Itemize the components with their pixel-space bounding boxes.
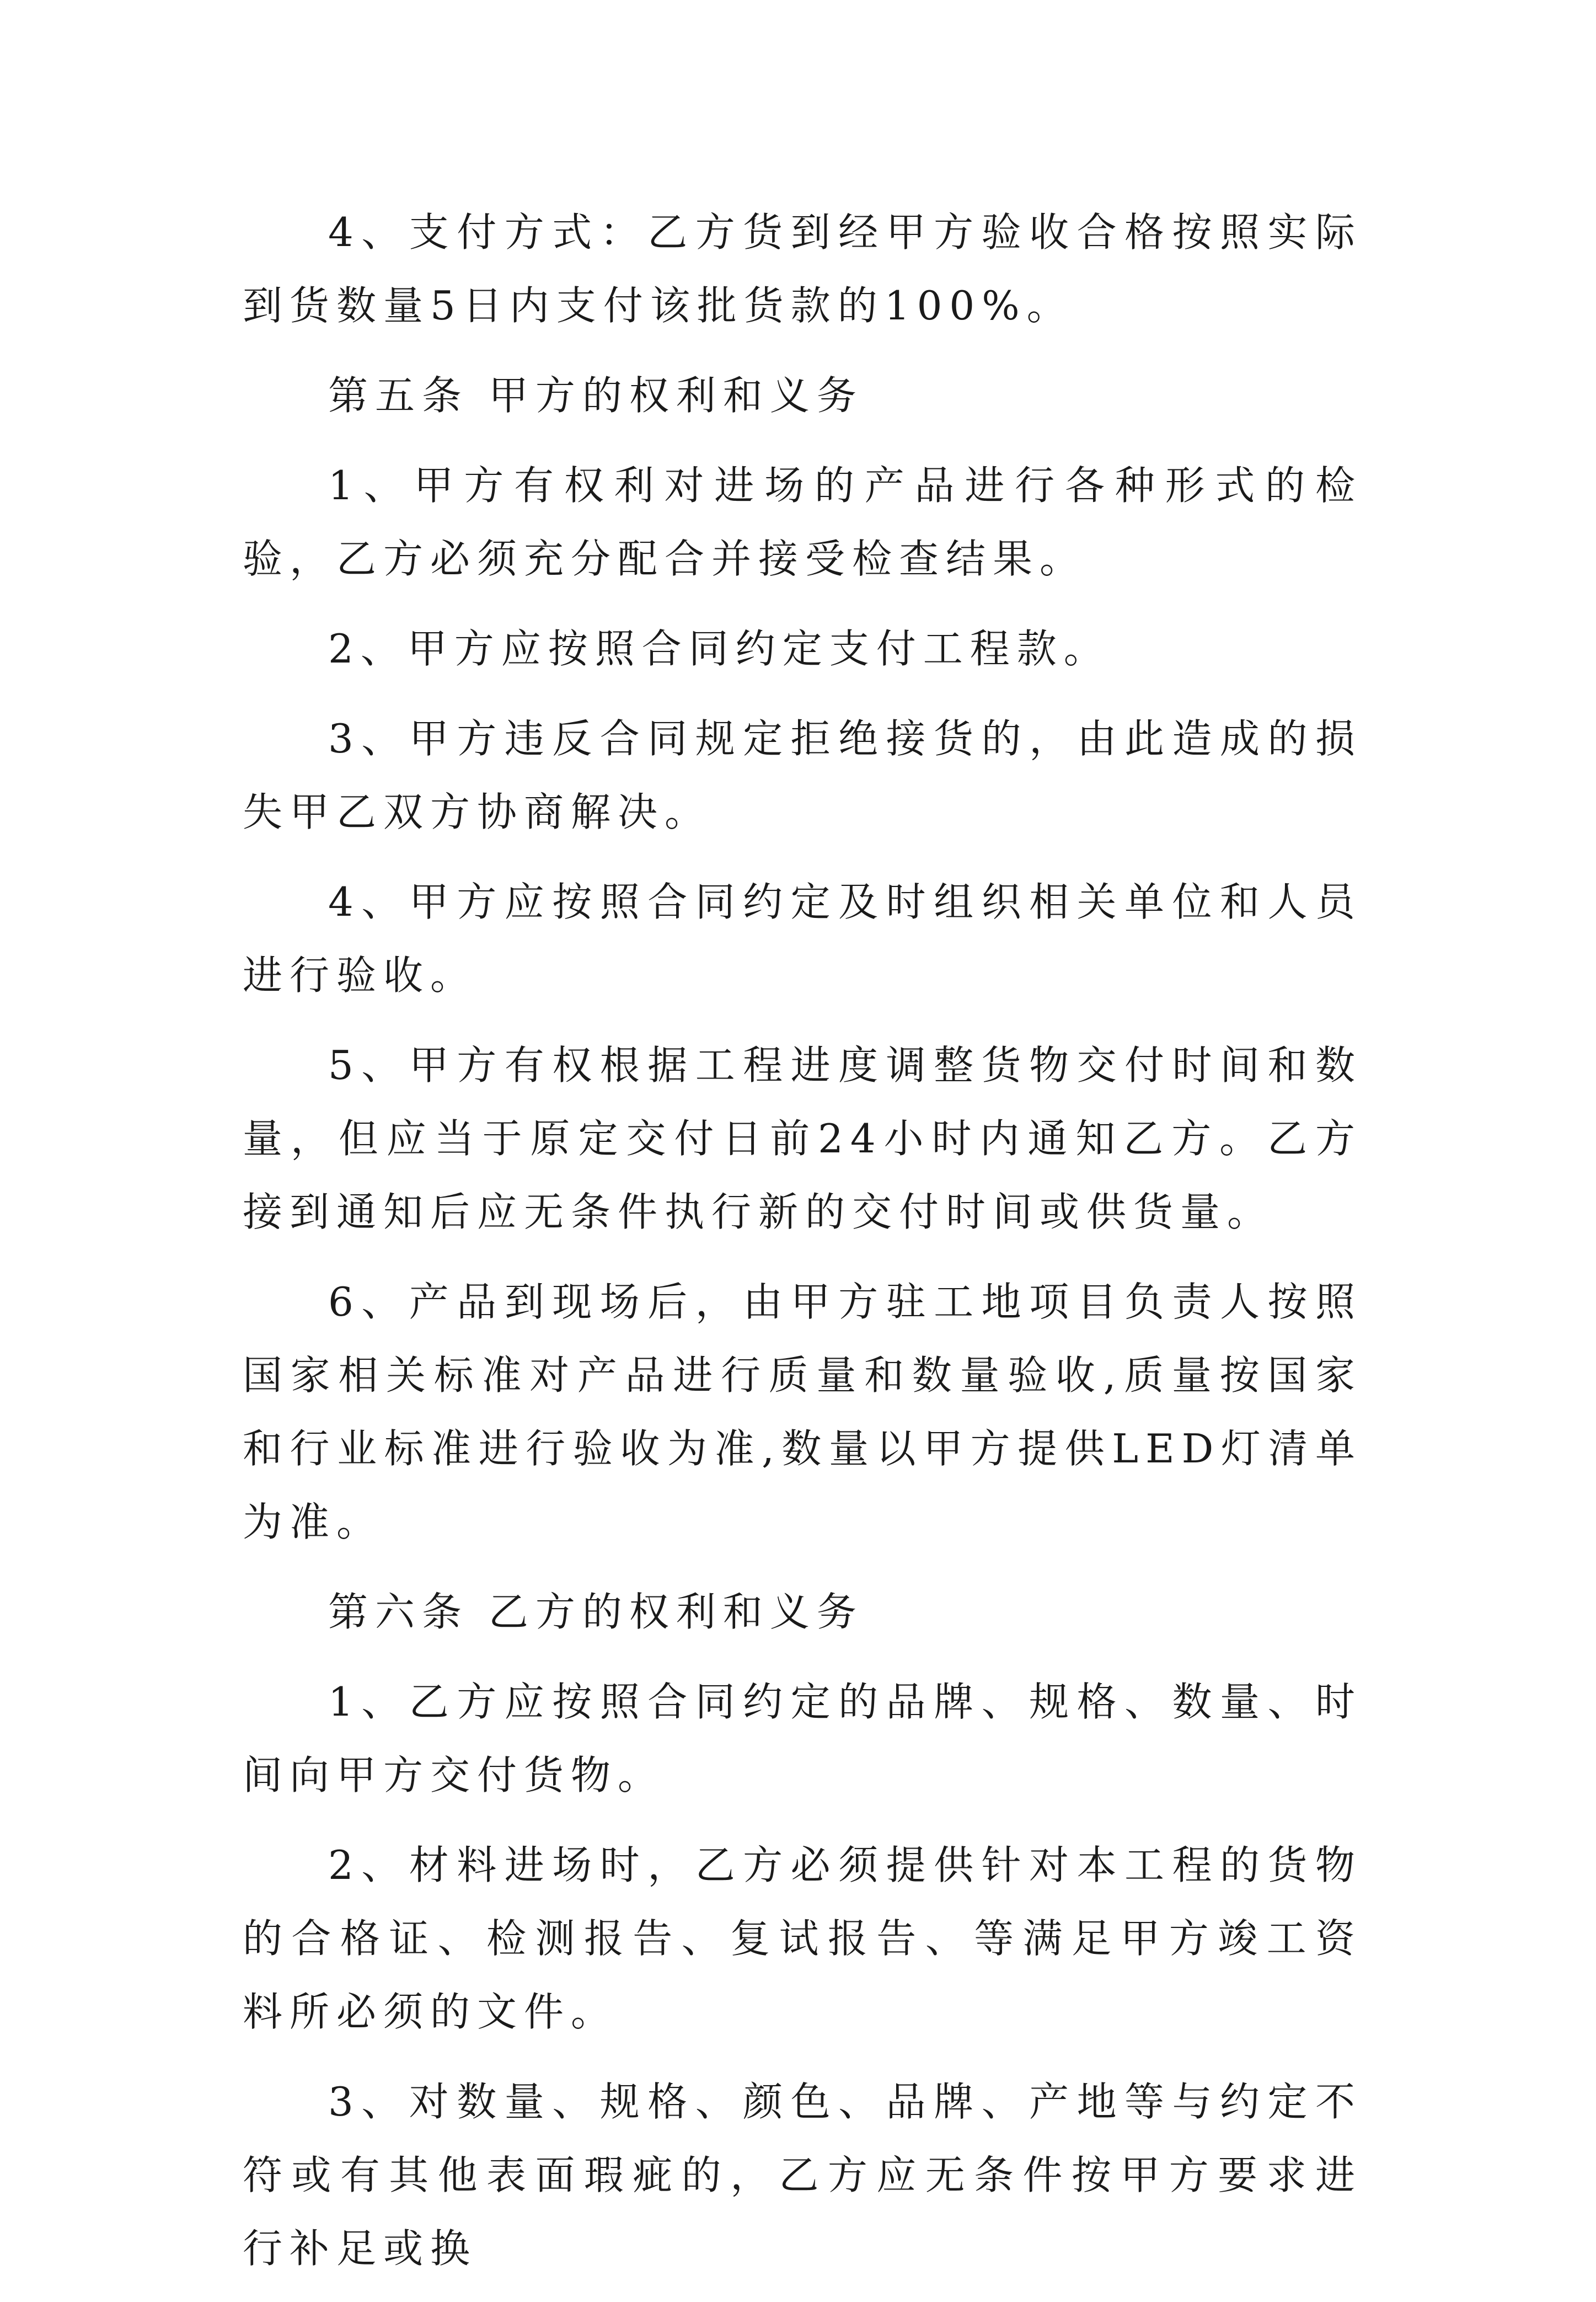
party-a-clause-5: 5、甲方有权根据工程进度调整货物交付时间和数量，但应当于原定交付日前24小时内通知乙方。乙方接到通知后应无条件执行新的交付时间或供货量。 [243, 1042, 1362, 1235]
payment-method-clause: 4、支付方式：乙方货到经甲方验收合格按照实际到货数量5日内支付该批货款的100%。 [243, 209, 1362, 329]
document-body [243, 196, 1362, 2302]
party-a-clause-4: 4、甲方应按照合同约定及时组织相关单位和人员进行验收。 [243, 879, 1362, 998]
party-b-clause-3: 3、对数量、规格、颜色、品牌、产地等与约定不符或有其他表面瑕疵的，乙方应无条件按甲方要求进行补足或换 [243, 2079, 1362, 2272]
party-b-clause-2: 2、材料进场时，乙方必须提供针对本工程的货物的合格证、检测报告、复试报告、等满足甲方竣工资料所必须的文件。 [243, 1842, 1362, 2035]
party-b-clause-1: 1、乙方应按照合同约定的品牌、规格、数量、时间向甲方交付货物。 [243, 1679, 1362, 1798]
party-a-clause-1: 1、甲方有权利对进场的产品进行各种形式的检验，乙方必须充分配合并接受检查结果。 [243, 462, 1362, 582]
party-a-clause-6: 6、产品到现场后，由甲方驻工地项目负责人按照国家相关标准对产品进行质量和数量验收,质量按国家和行业标准进行验收为准,数量以甲方提供LED灯清单为准。 [243, 1279, 1362, 1545]
article-five-heading: 第五条 甲方的权利和义务 [328, 372, 864, 419]
article-six-heading: 第六条 乙方的权利和义务 [328, 1589, 864, 1635]
party-a-clause-3: 3、甲方违反合同规定拒绝接货的，由此造成的损失甲乙双方协商解决。 [243, 715, 1362, 835]
party-a-clause-2: 2、甲方应按照合同约定支付工程款。 [328, 626, 1111, 672]
